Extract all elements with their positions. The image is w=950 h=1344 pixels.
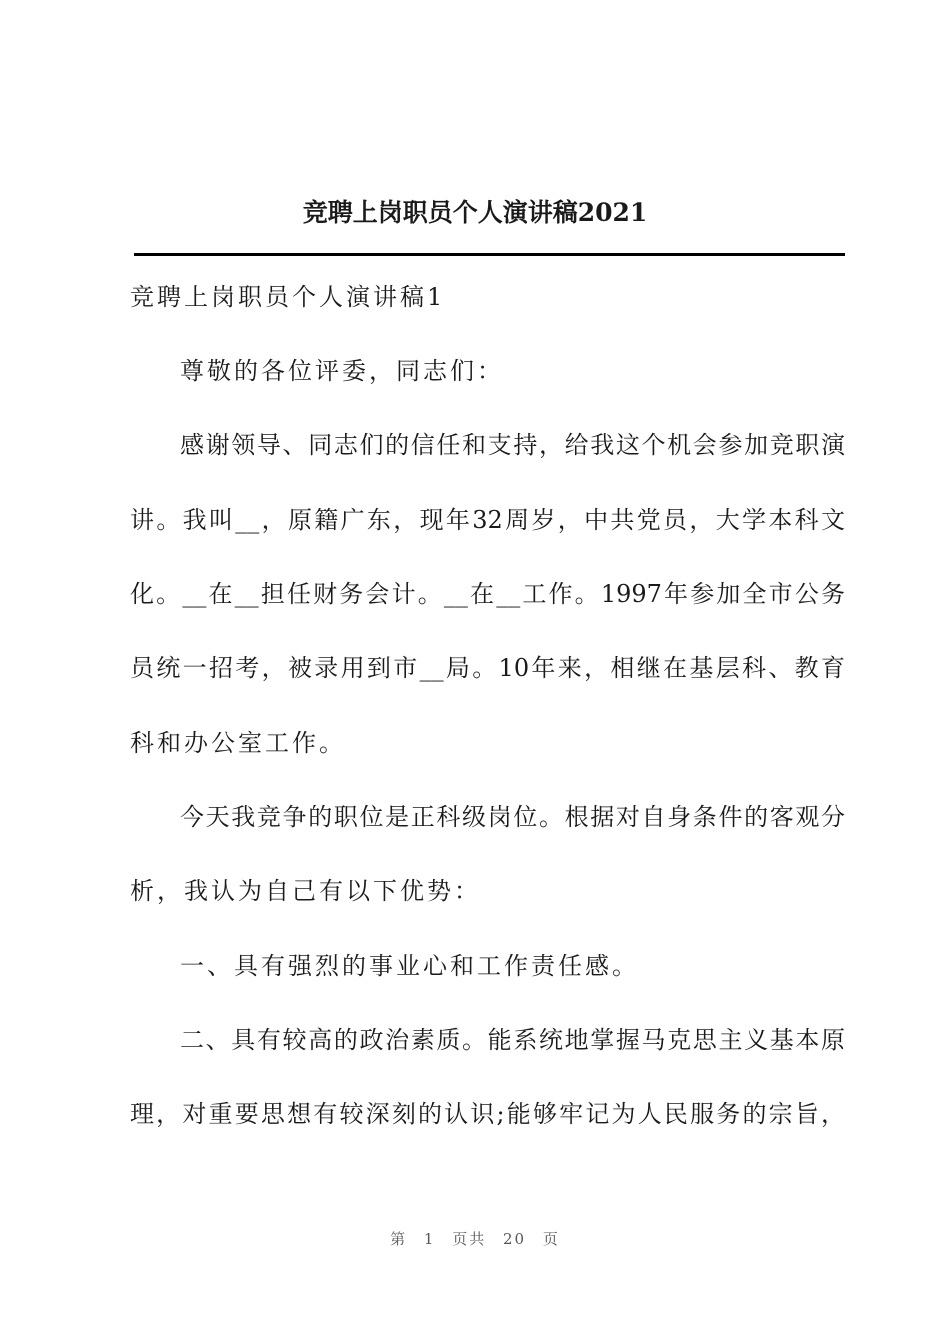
paragraph-line: 理，对重要思想有较深刻的认识;能够牢记为人民服务的宗旨， xyxy=(130,1100,845,1128)
paragraph-line: 析，我认为自己有以下优势： xyxy=(130,877,481,905)
paragraph-line: 二、具有较高的政治素质。能系统地掌握马克思主义基本原 xyxy=(180,1026,845,1054)
paragraph-line: 一、具有强烈的事业心和工作责任感。 xyxy=(180,952,639,980)
paragraph-line: 科和办公室工作。 xyxy=(130,729,346,757)
document-title: 竞聘上岗职员个人演讲稿2021 xyxy=(302,198,648,227)
paragraph-line: 今天我竞争的职位是正科级岗位。根据对自身条件的客观分 xyxy=(180,803,845,831)
paragraph-line: 化。__在__担任财务会计。__在__工作。1997年参加全市公务 xyxy=(130,580,845,608)
section-heading: 竞聘上岗职员个人演讲稿1 xyxy=(130,283,446,311)
paragraph-line: 讲。我叫__，原籍广东，现年32周岁，中共党员，大学本科文 xyxy=(130,506,845,534)
page-footer: 第 1 页共 20 页 xyxy=(390,1230,560,1248)
paragraph-line: 员统一招考，被录用到市__局。10年来，相继在基层科、教育 xyxy=(130,654,845,682)
title-divider xyxy=(134,253,845,256)
paragraph-line: 感谢领导、同志们的信任和支持，给我这个机会参加竞职演 xyxy=(180,431,845,459)
salutation-line: 尊敬的各位评委，同志们： xyxy=(180,357,504,385)
